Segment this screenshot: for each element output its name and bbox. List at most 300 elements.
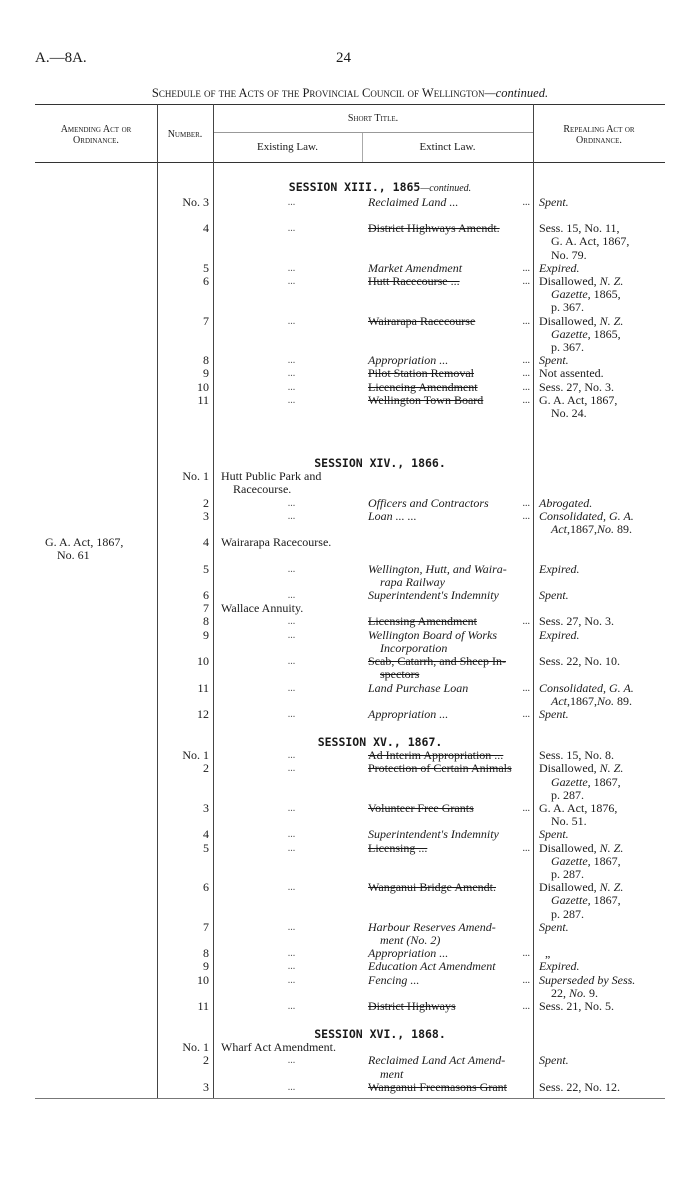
repealing-act-text: 9. xyxy=(586,985,599,1000)
extinct-law-line: Appropriation ... xyxy=(368,706,449,721)
session-heading xyxy=(35,735,665,749)
repealing-act-cell xyxy=(533,563,665,589)
page-number: 24 xyxy=(336,50,351,66)
existing-law-line: ... xyxy=(287,961,296,973)
repealing-act-cell xyxy=(533,510,665,536)
session-heading-text: SESSION XVI., 1868. xyxy=(314,1027,446,1042)
repealing-act-cell xyxy=(533,881,665,921)
repealing-act-text: N. Z. xyxy=(599,761,624,776)
amending-act-cell xyxy=(35,629,157,655)
repealing-act-text: 22, xyxy=(551,985,569,1000)
existing-law-line: ... xyxy=(287,750,296,762)
extinct-law-line: Appropriation ... xyxy=(368,353,449,368)
repealing-act-text: Expired. xyxy=(539,561,580,576)
number-cell: 4 xyxy=(203,827,209,842)
number-cell: 11 xyxy=(197,680,209,695)
table-row xyxy=(35,196,665,209)
number-cell: 8 xyxy=(203,614,209,629)
existing-law-line: ... xyxy=(287,276,296,288)
extinct-law-line: Wellington, Hutt, and Waira- xyxy=(368,561,507,576)
amending-act-cell xyxy=(35,367,157,380)
leader-dots: ... xyxy=(522,974,530,986)
leader-dots: ... xyxy=(522,394,530,406)
amending-act-cell xyxy=(35,947,157,960)
table-row xyxy=(35,682,665,708)
repealing-act-text: Disallowed, xyxy=(539,761,600,776)
table-row xyxy=(35,881,665,921)
repealing-act-text: 1865, xyxy=(590,326,621,341)
extinct-law-line: Volunteer Free Grants xyxy=(368,800,474,815)
leader-dots: ... xyxy=(522,355,530,367)
table-row xyxy=(35,394,665,420)
amending-act-cell xyxy=(35,536,157,562)
extinct-law-cell xyxy=(362,974,533,1000)
extinct-law-cell xyxy=(362,842,533,882)
number-cell: 6 xyxy=(203,274,209,289)
existing-law-cell xyxy=(213,1000,362,1013)
extinct-law-cell xyxy=(362,394,533,420)
session-heading xyxy=(35,180,665,196)
table-row xyxy=(35,1000,665,1013)
repealing-act-text: Gazette, xyxy=(551,853,591,868)
header-repealing-line1: Repealing Act or xyxy=(563,124,635,135)
table-row xyxy=(35,1081,665,1094)
repealing-act-text: Not assented. xyxy=(539,366,604,381)
header-repealing xyxy=(533,124,665,146)
extinct-law-cell xyxy=(362,196,533,209)
existing-law-line: Hutt Public Park and xyxy=(221,469,322,484)
extinct-law-line: Appropriation ... xyxy=(368,946,449,961)
repealing-act-cell xyxy=(533,974,665,1000)
amending-act-cell xyxy=(35,828,157,841)
extinct-law-line: Wanganui Freemasons Grant xyxy=(368,1079,507,1094)
amending-act-cell xyxy=(35,563,157,589)
repealing-act-line xyxy=(539,655,665,668)
existing-law-line: ... xyxy=(287,763,296,775)
existing-law-cell xyxy=(213,262,362,275)
repealing-act-cell xyxy=(533,1000,665,1013)
repealing-act-text: Spent. xyxy=(539,195,569,209)
existing-law-line: ... xyxy=(287,829,296,841)
number-cell: 5 xyxy=(203,561,209,576)
amending-act-cell xyxy=(35,921,157,947)
header-extinct: Extinct Law. xyxy=(419,141,476,153)
repealing-act-cell xyxy=(533,921,665,947)
repealing-act-text: Gazette, xyxy=(551,774,591,789)
existing-law-cell xyxy=(213,960,362,973)
amending-act-line: G. A. Act, 1867, xyxy=(45,535,124,550)
extinct-law-line: Reclaimed Land Act Amend- xyxy=(368,1053,506,1068)
repealing-act-text: Expired. xyxy=(539,260,580,275)
header-amending xyxy=(35,124,157,146)
existing-law-cell xyxy=(213,974,362,1000)
table-top-rule xyxy=(35,104,665,105)
existing-law-line: Wharf Act Amendment. xyxy=(221,1040,336,1055)
repealing-act-text: N. Z. xyxy=(599,840,624,855)
repealing-act-text: Act xyxy=(551,522,567,537)
number-cell: 10 xyxy=(197,972,209,987)
existing-law-line: ... xyxy=(287,656,296,668)
amending-act-cell xyxy=(35,615,157,628)
repealing-act-text: Expired. xyxy=(539,959,580,974)
existing-law-cell xyxy=(213,921,362,947)
table-row xyxy=(35,510,665,536)
amending-act-cell xyxy=(35,222,157,262)
existing-law-cell xyxy=(213,315,362,355)
extinct-law-cell xyxy=(362,563,533,589)
extinct-law-cell xyxy=(362,802,533,828)
extinct-law-cell xyxy=(362,536,533,562)
repealing-act-text: 1867, xyxy=(590,774,621,789)
amending-act-cell xyxy=(35,394,157,420)
extinct-law-line: Licensing Amendment xyxy=(368,614,477,629)
repealing-act-text: Sess. 22, No. 12. xyxy=(539,1079,621,1094)
repealing-act-text: Disallowed, xyxy=(539,840,600,855)
repealing-act-text: Spent. xyxy=(539,919,569,934)
extinct-law-cell xyxy=(362,708,533,721)
repealing-act-text: Spent. xyxy=(539,353,569,368)
extinct-law-line: District Highways Amendt. xyxy=(368,221,500,236)
number-cell: 6 xyxy=(203,880,209,895)
number-cell: 10 xyxy=(197,654,209,669)
repealing-act-cell xyxy=(533,682,665,708)
extinct-law-line: Licensing ... xyxy=(368,840,428,855)
existing-law-line: ... xyxy=(287,1000,296,1012)
extinct-law-line: Reclaimed Land ... xyxy=(368,195,459,209)
number-cell: No. 1 xyxy=(182,748,209,763)
extinct-law-cell xyxy=(362,470,533,496)
extinct-law-line: Protection of Certain Animals xyxy=(368,761,512,776)
repealing-act-text: No. xyxy=(569,985,587,1000)
existing-law-line: Racecourse. xyxy=(233,482,292,497)
existing-law-line: ... xyxy=(287,974,296,986)
extinct-law-line: Loan ... ... xyxy=(368,508,417,523)
repealing-act-text: Disallowed, xyxy=(539,880,600,895)
repealing-act-text: 89. xyxy=(614,522,633,537)
leader-dots: ... xyxy=(522,708,530,720)
repealing-act-line xyxy=(539,407,665,420)
number-cell: 4 xyxy=(203,535,209,550)
existing-law-cell xyxy=(213,394,362,420)
extinct-law-line: Superintendent's Indemnity xyxy=(368,827,499,842)
existing-law-cell xyxy=(213,275,362,315)
extinct-law-line: Scab, Catarrh, and Sheep In- xyxy=(368,654,506,669)
number-cell: 8 xyxy=(203,946,209,961)
number-cell: 2 xyxy=(203,1053,209,1068)
repealing-act-text: Sess. 27, No. 3. xyxy=(539,614,615,629)
amending-act-cell xyxy=(35,1081,157,1094)
table-row xyxy=(35,1054,665,1080)
table-row xyxy=(35,842,665,882)
existing-law-line: ... xyxy=(287,355,296,367)
repealing-act-text: Sess. 21, No. 5. xyxy=(539,998,615,1013)
repealing-act-text: Expired. xyxy=(539,627,580,642)
existing-law-line: ... xyxy=(287,497,296,509)
amending-act-cell xyxy=(35,708,157,721)
number-cell: 8 xyxy=(203,353,209,368)
existing-law-cell xyxy=(213,682,362,708)
leader-dots: ... xyxy=(522,368,530,380)
amending-act-cell xyxy=(35,802,157,828)
existing-law-line: ... xyxy=(287,510,296,522)
extinct-law-cell xyxy=(362,315,533,355)
number-cell: 2 xyxy=(203,495,209,510)
repealing-act-text: Sess. 15, No. 11, xyxy=(539,221,620,236)
leader-dots: ... xyxy=(522,682,530,694)
repealing-act-text: Spent. xyxy=(539,706,569,721)
extinct-law-cell xyxy=(362,275,533,315)
repealing-act-text: G. A. Act, 1867, xyxy=(539,392,618,407)
existing-law-line: Wairarapa Racecourse. xyxy=(221,535,332,550)
repealing-act-text: Disallowed, xyxy=(539,313,600,328)
amending-act-cell xyxy=(35,1054,157,1080)
number-cell: 10 xyxy=(197,379,209,394)
repealing-act-cell xyxy=(533,222,665,262)
existing-law-line: ... xyxy=(287,315,296,327)
extinct-law-line: Ad Interim Appropriation ... xyxy=(368,748,504,763)
page-title xyxy=(0,86,700,101)
header-repealing-line2: Ordinance. xyxy=(576,135,622,146)
leader-dots: ... xyxy=(522,276,530,288)
amending-act-cell xyxy=(35,655,157,681)
existing-law-line: ... xyxy=(287,802,296,814)
repealing-act-line xyxy=(539,921,665,934)
extinct-law-line: Wairarapa Racecourse xyxy=(368,313,476,328)
existing-law-line: ... xyxy=(287,262,296,274)
table-bottom-rule xyxy=(35,1098,665,1099)
existing-law-cell xyxy=(213,196,362,209)
existing-law-cell xyxy=(213,497,362,510)
leader-dots: ... xyxy=(522,616,530,628)
table-row xyxy=(35,921,665,947)
repealing-act-text: p. 287. xyxy=(551,906,584,921)
number-cell: 12 xyxy=(197,706,209,721)
existing-law-line: ... xyxy=(287,882,296,894)
existing-law-line: ... xyxy=(287,1081,296,1093)
repealing-act-text: Sess. 27, No. 3. xyxy=(539,379,615,394)
repealing-act-text: 1865, xyxy=(590,287,621,302)
header-number: Number. xyxy=(167,129,203,140)
table-row xyxy=(35,589,665,602)
repealing-act-text: No. xyxy=(597,522,615,537)
existing-law-cell xyxy=(213,470,362,496)
number-cell: No. 1 xyxy=(182,469,209,484)
table-row xyxy=(35,315,665,355)
extinct-law-cell xyxy=(362,1054,533,1080)
repealing-act-text: ,1867, xyxy=(567,693,597,708)
amending-act-cell xyxy=(35,470,157,496)
existing-law-cell xyxy=(213,563,362,589)
repealing-act-cell xyxy=(533,1054,665,1080)
extinct-law-line: rapa Railway xyxy=(380,574,445,589)
repealing-act-cell xyxy=(533,842,665,882)
repealing-act-text: Sess. 15, No. 8. xyxy=(539,748,615,763)
repealing-act-text: Sess. 22, No. 10. xyxy=(539,654,621,669)
repealing-act-text: N. Z. xyxy=(599,313,624,328)
session-heading-suffix: —continued. xyxy=(420,183,472,194)
table-row xyxy=(35,802,665,828)
repealing-act-cell xyxy=(533,629,665,655)
extinct-law-cell xyxy=(362,655,533,681)
number-cell: 9 xyxy=(203,959,209,974)
repealing-act-line xyxy=(539,629,665,642)
repealing-act-text: p. 287. xyxy=(551,787,584,802)
extinct-law-cell xyxy=(362,960,533,973)
existing-law-line: Wallace Annuity. xyxy=(221,601,304,616)
existing-law-cell xyxy=(213,510,362,536)
existing-law-line: ... xyxy=(287,563,296,575)
extinct-law-cell xyxy=(362,1081,533,1094)
amending-act-cell xyxy=(35,749,157,762)
repealing-act-line xyxy=(539,708,665,721)
leader-dots: ... xyxy=(522,381,530,393)
existing-law-line: ... xyxy=(287,368,296,380)
repealing-act-text: Abrogated. xyxy=(539,495,593,510)
amending-act-cell xyxy=(35,589,157,602)
repealing-act-text: 1867, xyxy=(590,853,621,868)
repealing-act-text: Gazette, xyxy=(551,287,591,302)
number-cell: 7 xyxy=(203,601,209,616)
number-cell: 6 xyxy=(203,588,209,603)
extinct-law-line: Pilot Station Removal xyxy=(368,366,475,381)
amending-act-cell xyxy=(35,315,157,355)
amending-act-cell xyxy=(35,510,157,536)
amending-act-cell xyxy=(35,262,157,275)
repealing-act-cell xyxy=(533,802,665,828)
extinct-law-cell xyxy=(362,589,533,602)
number-cell: 7 xyxy=(203,313,209,328)
table-row xyxy=(35,536,665,562)
repealing-act-line xyxy=(539,563,665,576)
header-short-title-divider xyxy=(213,132,533,133)
leader-dots: ... xyxy=(522,948,530,960)
header-short-title: Short Title. xyxy=(347,113,399,124)
existing-law-cell xyxy=(213,749,362,762)
existing-law-cell xyxy=(213,615,362,628)
header-amending-line1: Amending Act or xyxy=(60,124,132,135)
existing-law-cell xyxy=(213,708,362,721)
amending-act-cell xyxy=(35,974,157,1000)
leader-dots: ... xyxy=(522,842,530,854)
amending-act-cell xyxy=(35,275,157,315)
existing-law-cell xyxy=(213,655,362,681)
existing-law-cell xyxy=(213,222,362,262)
repealing-act-text: Spent. xyxy=(539,588,569,603)
repealing-act-line xyxy=(539,523,665,536)
extinct-law-cell xyxy=(362,510,533,536)
number-cell: 3 xyxy=(203,508,209,523)
repealing-act-cell xyxy=(533,196,665,209)
table-row xyxy=(35,222,665,262)
repealing-act-text: No. 24. xyxy=(551,406,587,421)
extinct-law-line: Wellington Town Board xyxy=(368,392,484,407)
existing-law-line: ... xyxy=(287,708,296,720)
amending-act-cell xyxy=(35,196,157,209)
amending-act-cell xyxy=(35,1000,157,1013)
header-amending-line2: Ordinance. xyxy=(73,135,119,146)
existing-law-line: ... xyxy=(287,921,296,933)
repealing-act-text: Disallowed, xyxy=(539,274,600,289)
extinct-law-cell xyxy=(362,1000,533,1013)
extinct-law-cell xyxy=(362,497,533,510)
amending-act-cell xyxy=(35,960,157,973)
extinct-law-line: Hutt Racecourse ... xyxy=(368,274,460,289)
amending-act-cell xyxy=(35,1041,157,1054)
existing-law-line: ... xyxy=(287,1055,296,1067)
extinct-law-cell xyxy=(362,222,533,262)
repealing-act-cell xyxy=(533,655,665,681)
extinct-law-cell xyxy=(362,682,533,708)
extinct-law-line: Harbour Reserves Amend- xyxy=(368,919,496,934)
number-cell: 3 xyxy=(203,1079,209,1094)
extinct-law-line: Wanganui Bridge Amendt. xyxy=(368,880,497,895)
table-row xyxy=(35,974,665,1000)
repealing-act-text: N. Z. xyxy=(599,880,624,895)
existing-law-cell xyxy=(213,381,362,394)
header-bottom-rule xyxy=(35,162,665,163)
existing-law-line: ... xyxy=(287,381,296,393)
extinct-law-line: Officers and Contractors xyxy=(368,495,489,510)
extinct-law-cell xyxy=(362,921,533,947)
number-cell: No. 1 xyxy=(182,1040,209,1055)
repealing-act-line xyxy=(539,589,665,602)
repealing-act-text: Gazette, xyxy=(551,893,591,908)
extinct-law-line: Market Amendment xyxy=(368,260,463,275)
existing-law-line: ... xyxy=(287,682,296,694)
existing-law-line: ... xyxy=(287,223,296,235)
existing-law-line: ... xyxy=(287,842,296,854)
existing-law-line: ... xyxy=(287,394,296,406)
repealing-act-text: G. A. Act, 1876, xyxy=(539,800,618,815)
extinct-law-line: District Highways xyxy=(368,998,456,1013)
session-heading-text: SESSION XV., 1867. xyxy=(317,735,443,750)
amending-act-line: No. 61 xyxy=(57,548,90,563)
existing-law-line: ... xyxy=(287,197,296,208)
number-cell: 5 xyxy=(203,840,209,855)
leader-dots: ... xyxy=(522,1000,530,1012)
repealing-act-text: Gazette, xyxy=(551,326,591,341)
existing-law-cell xyxy=(213,354,362,367)
number-cell: No. 3 xyxy=(182,195,209,209)
repealing-act-text: p. 287. xyxy=(551,866,584,881)
number-cell: 4 xyxy=(203,221,209,236)
repealing-act-cell xyxy=(533,275,665,315)
number-cell: 9 xyxy=(203,627,209,642)
extinct-law-line: Incorporation xyxy=(380,640,448,655)
existing-law-cell xyxy=(213,947,362,960)
existing-law-cell xyxy=(213,602,362,615)
number-cell: 5 xyxy=(203,260,209,275)
repealing-act-text: Act xyxy=(551,693,567,708)
session-heading-text: SESSION XIV., 1866. xyxy=(314,456,446,471)
session-heading-text: SESSION XIII., 1865 xyxy=(288,180,421,194)
existing-law-line: ... xyxy=(287,629,296,641)
repealing-act-text: Superseded by Sess. xyxy=(539,972,636,987)
table-row xyxy=(35,563,665,589)
session-heading xyxy=(35,1027,665,1041)
extinct-law-line: ment xyxy=(380,1066,404,1081)
existing-law-cell xyxy=(213,1041,362,1054)
existing-law-cell xyxy=(213,1081,362,1094)
existing-law-cell xyxy=(213,1054,362,1080)
number-cell: 7 xyxy=(203,919,209,934)
extinct-law-line: spectors xyxy=(380,667,420,682)
existing-law-cell xyxy=(213,762,362,802)
leader-dots: ... xyxy=(522,262,530,274)
repealing-act-text: 89. xyxy=(614,693,633,708)
repealing-act-text: ,1867, xyxy=(567,522,597,537)
extinct-law-cell xyxy=(362,381,533,394)
